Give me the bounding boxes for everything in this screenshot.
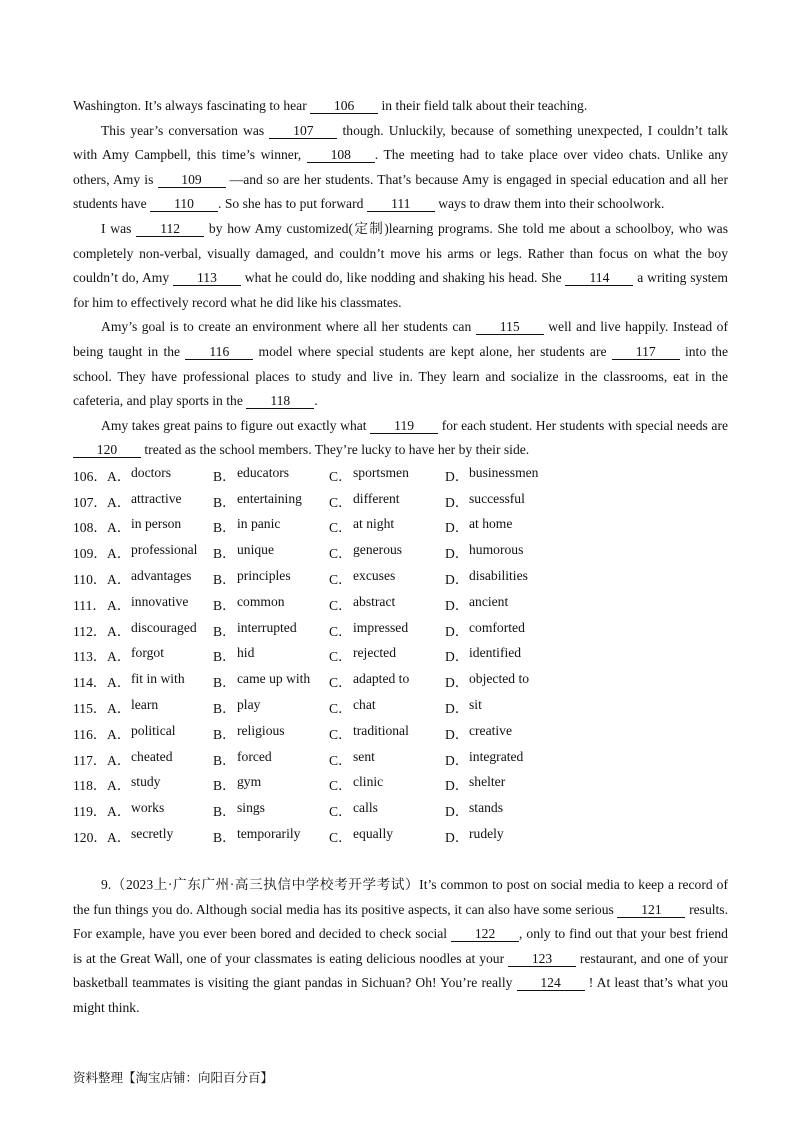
option-letter: B．: [213, 597, 236, 613]
option-b: [213, 774, 329, 794]
option-letter: B．: [213, 726, 236, 742]
option-letter: C．: [329, 830, 352, 846]
option-letter: D．: [445, 649, 469, 665]
blank-107: 107: [269, 124, 337, 139]
option-c: [329, 723, 445, 743]
option-d: [445, 826, 565, 846]
option-text: businessmen: [469, 464, 539, 480]
option-a: [107, 697, 213, 717]
option-letter: A．: [107, 830, 131, 846]
option-letter: A．: [107, 572, 131, 588]
question-row: [73, 565, 733, 591]
option-text: religious: [237, 722, 285, 738]
option-text: advantages: [131, 568, 192, 584]
question-number: 118．: [73, 778, 107, 794]
blank-114: 114: [565, 271, 633, 286]
option-text: at night: [353, 516, 395, 532]
option-c: [329, 774, 445, 794]
question-number: 113．: [73, 649, 107, 665]
blank-122: 122: [451, 927, 519, 942]
question-row: [73, 488, 733, 514]
option-a: [107, 671, 213, 691]
question-row: [73, 462, 733, 488]
option-text: calls: [353, 800, 378, 816]
option-text: creative: [469, 722, 513, 738]
blank-123: 123: [508, 952, 576, 967]
text: . The meeting had to take place over video chats. Unlike any others, Amy is: [73, 147, 728, 187]
option-a: [107, 800, 213, 820]
option-a: [107, 620, 213, 640]
option-letter: D．: [445, 778, 469, 794]
option-letter: C．: [329, 572, 352, 588]
question-row: [73, 720, 733, 746]
option-text: disabilities: [469, 568, 528, 584]
option-letter: C．: [329, 675, 352, 691]
option-text: shelter: [469, 774, 506, 790]
option-letter: C．: [329, 623, 352, 639]
option-b: [213, 516, 329, 536]
option-letter: C．: [329, 520, 352, 536]
option-c: [329, 645, 445, 665]
option-text: doctors: [131, 464, 172, 480]
option-letter: D．: [445, 752, 469, 768]
option-text: ancient: [469, 593, 509, 609]
text: for each student. Her students with special needs are: [438, 417, 728, 433]
blank-106: 106: [310, 99, 378, 114]
option-text: unique: [237, 542, 274, 558]
option-letter: D．: [445, 597, 469, 613]
option-text: at home: [469, 516, 513, 532]
option-text: chat: [353, 697, 376, 713]
blank-112: 112: [136, 222, 204, 237]
option-text: equally: [353, 826, 394, 842]
option-letter: D．: [445, 572, 469, 588]
option-text: excuses: [353, 568, 396, 584]
option-letter: A．: [107, 494, 131, 510]
blank-113: 113: [173, 271, 241, 286]
option-b: [213, 645, 329, 665]
footer-note: 资料整理【淘宝店铺：向阳百分百】: [73, 1070, 274, 1085]
text: results. For example, have you ever been bored and decided to check social: [73, 901, 728, 942]
question-number: 115．: [73, 701, 107, 717]
option-c: [329, 568, 445, 588]
option-letter: B．: [213, 752, 236, 768]
paragraph-5: [73, 414, 728, 463]
option-d: [445, 723, 565, 743]
option-text: cheated: [131, 748, 173, 764]
option-letter: A．: [107, 726, 131, 742]
option-c: [329, 542, 445, 562]
option-letter: B．: [213, 546, 236, 562]
option-letter: D．: [445, 520, 469, 536]
option-letter: B．: [213, 649, 236, 665]
option-letter: A．: [107, 778, 131, 794]
question-row: [73, 746, 733, 772]
option-b: [213, 542, 329, 562]
option-text: humorous: [469, 542, 524, 558]
option-b: [213, 723, 329, 743]
question-number: 112．: [73, 623, 107, 639]
paragraph-4: [73, 315, 728, 413]
option-d: [445, 491, 565, 511]
option-letter: A．: [107, 623, 131, 639]
option-letter: D．: [445, 468, 469, 484]
option-d: [445, 594, 565, 614]
option-text: abstract: [353, 593, 396, 609]
option-c: [329, 697, 445, 717]
option-d: [445, 620, 565, 640]
question-row: [73, 617, 733, 643]
option-a: [107, 774, 213, 794]
option-text: sit: [469, 697, 482, 713]
option-a: [107, 645, 213, 665]
question-row: [73, 694, 733, 720]
text: —and so are her students. That’s because Amy is engaged in special education and all her students have: [73, 171, 728, 212]
option-b: [213, 568, 329, 588]
option-letter: C．: [329, 804, 352, 820]
option-d: [445, 465, 565, 485]
option-b: [213, 491, 329, 511]
question-number: 116．: [73, 726, 107, 742]
option-c: [329, 671, 445, 691]
text: by how Amy customized(定制)learning programs. She told me about a schoolboy, who was completely non-verbal, visually damaged, and couldn’t move his arms or legs. Rather than focus on what the boy couldn’t do, Amy: [73, 220, 728, 286]
text: Amy’s goal is to create an environment where all her students can: [101, 319, 476, 335]
option-text: professional: [131, 542, 198, 558]
option-text: generous: [353, 542, 403, 558]
option-text: hid: [237, 645, 255, 661]
blank-115: 115: [476, 320, 544, 335]
option-text: comforted: [469, 619, 525, 635]
question-row: [73, 539, 733, 565]
text: .: [314, 393, 318, 409]
option-text: adapted to: [353, 671, 410, 687]
option-letter: D．: [445, 804, 469, 820]
text: though. Unluckily, because of something unexpected, I couldn’t talk with Amy Campbell, this time’s winner,: [73, 122, 728, 163]
option-text: educators: [237, 464, 290, 480]
option-c: [329, 594, 445, 614]
question-row: [73, 668, 733, 694]
cloze-passage: [73, 94, 728, 463]
option-letter: C．: [329, 494, 352, 510]
option-d: [445, 568, 565, 588]
option-letter: B．: [213, 623, 236, 639]
option-letter: A．: [107, 597, 131, 613]
option-text: common: [237, 593, 285, 609]
option-text: political: [131, 722, 176, 738]
paragraph-2: [73, 119, 728, 217]
option-d: [445, 774, 565, 794]
blank-109: 109: [158, 173, 226, 188]
option-letter: D．: [445, 623, 469, 639]
option-a: [107, 542, 213, 562]
option-text: stands: [469, 800, 503, 816]
option-text: sings: [237, 800, 265, 816]
option-c: [329, 826, 445, 846]
text: I was: [101, 220, 137, 236]
question-number: 106．: [73, 468, 107, 484]
option-text: impressed: [353, 619, 409, 635]
text: what he could do, like nodding and shaking his head. She: [240, 270, 566, 286]
option-c: [329, 749, 445, 769]
option-b: [213, 465, 329, 485]
option-b: [213, 800, 329, 820]
option-text: integrated: [469, 748, 524, 764]
option-letter: B．: [213, 830, 236, 846]
question-row: [73, 823, 733, 849]
option-letter: A．: [107, 468, 131, 484]
option-letter: C．: [329, 778, 352, 794]
blank-110: 110: [150, 197, 218, 212]
text: , only to find out that your best friend is at the Great Wall, one of your classmates is eating delicious noodles at your: [73, 926, 728, 966]
option-d: [445, 645, 565, 665]
question-row: [73, 514, 733, 540]
option-letter: D．: [445, 701, 469, 717]
text: well and live happily. Instead of being taught in the: [73, 319, 728, 359]
option-text: rejected: [353, 645, 397, 661]
question-row: [73, 643, 733, 669]
question-number: 120．: [73, 830, 107, 846]
text: a writing system for him to effectively record what he did like his classmates.: [73, 270, 729, 310]
option-text: entertaining: [237, 490, 302, 506]
option-text: sportsmen: [353, 464, 409, 480]
option-text: successful: [469, 490, 525, 506]
option-text: innovative: [131, 593, 189, 609]
question-number: 109．: [73, 546, 107, 562]
option-letter: C．: [329, 726, 352, 742]
option-letter: B．: [213, 468, 236, 484]
text: into the school. They have professional places to study and live in. They learn and socialize in the classrooms, eat in the cafeteria, and play sports in the: [73, 343, 728, 409]
option-text: temporarily: [237, 826, 301, 842]
question-row: [73, 797, 733, 823]
text: Washington. It’s always fascinating to hear: [73, 98, 311, 113]
blank-111: 111: [367, 197, 435, 212]
option-text: learn: [131, 697, 159, 713]
option-text: secretly: [131, 826, 174, 842]
option-letter: C．: [329, 597, 352, 613]
blank-117: 117: [612, 345, 680, 360]
text: ways to draw them into their schoolwork.: [434, 196, 665, 212]
question-number: 117．: [73, 752, 107, 768]
text: in their field talk about their teaching.: [378, 98, 588, 113]
option-text: forgot: [131, 645, 164, 661]
option-letter: C．: [329, 468, 352, 484]
option-d: [445, 800, 565, 820]
option-b: [213, 826, 329, 846]
option-b: [213, 620, 329, 640]
text: restaurant, and one of your basketball teammates is visiting the giant pandas in Sichuan? Oh! You’re really: [73, 950, 728, 991]
option-letter: A．: [107, 752, 131, 768]
option-letter: C．: [329, 701, 352, 717]
option-a: [107, 826, 213, 846]
option-b: [213, 594, 329, 614]
option-text: principles: [237, 568, 291, 584]
option-text: different: [353, 490, 400, 506]
option-text: in panic: [237, 516, 281, 532]
blank-120: 120: [73, 443, 141, 458]
option-letter: A．: [107, 649, 131, 665]
option-letter: A．: [107, 520, 131, 536]
question-number: 111．: [73, 597, 106, 613]
option-text: clinic: [353, 774, 384, 790]
option-letter: B．: [213, 804, 236, 820]
option-a: [107, 723, 213, 743]
question-number: 110．: [73, 572, 107, 588]
option-text: attractive: [131, 490, 182, 506]
option-letter: D．: [445, 546, 469, 562]
question-number: 114．: [73, 675, 107, 691]
option-text: sent: [353, 748, 375, 764]
option-letter: A．: [107, 675, 131, 691]
option-text: works: [131, 800, 165, 816]
question-row: [73, 591, 733, 617]
option-letter: C．: [329, 752, 352, 768]
option-a: [107, 594, 213, 614]
option-d: [445, 542, 565, 562]
option-d: [445, 671, 565, 691]
blank-108: 108: [307, 148, 375, 163]
option-a: [107, 749, 213, 769]
option-letter: A．: [107, 546, 131, 562]
option-letter: A．: [107, 804, 131, 820]
blank-124: 124: [517, 976, 585, 991]
passage-line-1: [73, 94, 728, 119]
question-9-passage: [73, 873, 728, 1021]
option-letter: C．: [329, 649, 352, 665]
text: Amy takes great pains to figure out exactly what: [101, 417, 371, 433]
option-text: rudely: [469, 826, 504, 842]
option-d: [445, 749, 565, 769]
option-c: [329, 465, 445, 485]
option-b: [213, 671, 329, 691]
option-d: [445, 516, 565, 536]
option-text: in person: [131, 516, 182, 532]
option-text: fit in with: [131, 671, 185, 687]
question-source: 9.（2023上·广东广州·高三执信中学校考开学考试）: [101, 877, 420, 892]
answer-options: [73, 462, 733, 849]
option-letter: B．: [213, 494, 236, 510]
option-d: [445, 697, 565, 717]
text: treated as the school members. They’re lucky to have her by their side.: [141, 442, 530, 458]
option-a: [107, 516, 213, 536]
text: model where special students are kept alone, her students are: [253, 343, 612, 359]
option-text: discouraged: [131, 619, 197, 635]
option-letter: D．: [445, 494, 469, 510]
option-a: [107, 465, 213, 485]
option-letter: B．: [213, 520, 236, 536]
blank-119: 119: [370, 419, 438, 434]
option-c: [329, 491, 445, 511]
text: . So she has to put forward: [218, 196, 367, 212]
option-letter: A．: [107, 701, 131, 717]
option-text: came up with: [237, 671, 311, 687]
option-letter: B．: [213, 778, 236, 794]
option-text: forced: [237, 748, 272, 764]
option-letter: C．: [329, 546, 352, 562]
option-text: identified: [469, 645, 522, 661]
question-9-paragraph: [73, 873, 728, 1021]
text: ! At least that’s what you might think.: [73, 975, 729, 1015]
text: This year’s conversation was: [101, 122, 270, 138]
option-text: interrupted: [237, 619, 297, 635]
option-letter: B．: [213, 701, 236, 717]
paragraph-3: [73, 217, 728, 315]
text: It’s common to post on social media to keep a record of the fun things you do. Although social media has its positive aspects, it can also have some serious: [73, 877, 728, 917]
option-letter: B．: [213, 572, 236, 588]
blank-116: 116: [185, 345, 253, 360]
option-a: [107, 491, 213, 511]
question-number: 107．: [73, 494, 107, 510]
question-number: 119．: [73, 804, 107, 820]
blank-118: 118: [246, 394, 314, 409]
option-a: [107, 568, 213, 588]
option-text: play: [237, 697, 261, 713]
option-c: [329, 620, 445, 640]
option-text: gym: [237, 774, 262, 790]
option-letter: D．: [445, 830, 469, 846]
option-b: [213, 749, 329, 769]
question-row: [73, 772, 733, 798]
blank-121: 121: [617, 903, 685, 918]
option-letter: D．: [445, 726, 469, 742]
option-letter: B．: [213, 675, 236, 691]
option-c: [329, 800, 445, 820]
option-c: [329, 516, 445, 536]
option-text: objected to: [469, 671, 530, 687]
option-b: [213, 697, 329, 717]
option-text: traditional: [353, 722, 409, 738]
option-letter: D．: [445, 675, 469, 691]
option-text: study: [131, 774, 161, 790]
question-number: 108．: [73, 520, 107, 536]
